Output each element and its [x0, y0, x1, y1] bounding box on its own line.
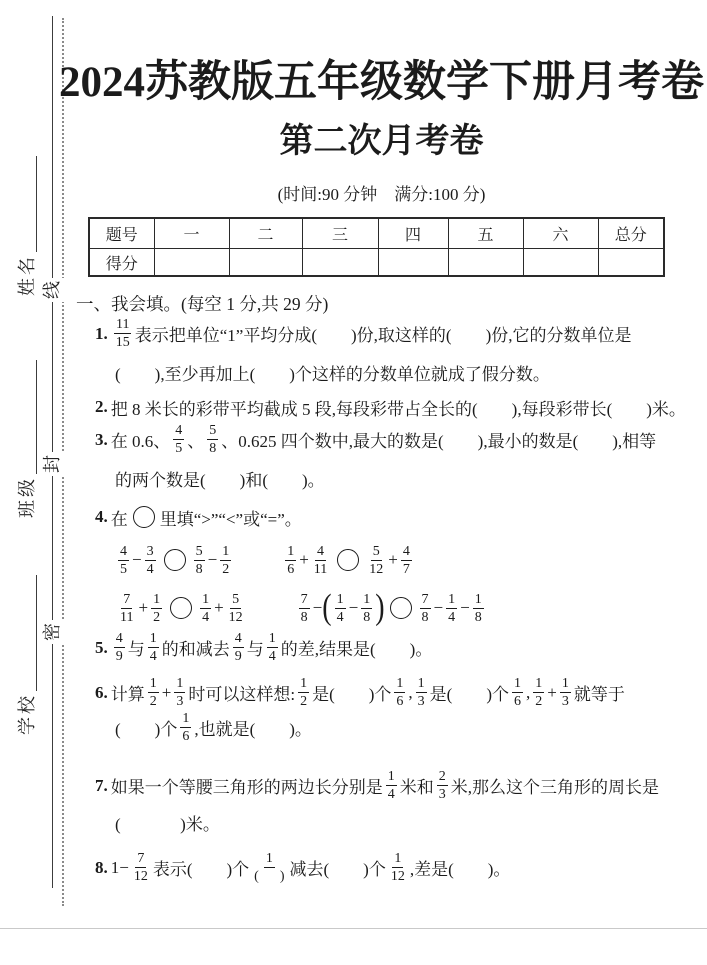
header-cell: 一	[154, 218, 229, 249]
text-segment: ,差是( )。	[409, 860, 511, 879]
text-segment: ( )个	[115, 720, 178, 739]
fraction-denominator: 8	[300, 609, 308, 625]
text-segment: 把 8 米长的彩带平均截成 5 段,每段彩带占全长的( ),每段彩带长( )米。	[110, 399, 686, 419]
fraction-numerator: 3	[146, 543, 154, 559]
fraction	[200, 591, 211, 626]
fraction-denominator: 2	[300, 694, 308, 709]
fraction	[132, 850, 150, 885]
score-cell	[598, 249, 664, 277]
fraction-numerator: 4	[402, 543, 410, 559]
fraction	[252, 850, 286, 885]
text-segment: 米,那么这个三角形的周长是	[450, 778, 659, 797]
fraction	[386, 768, 397, 803]
question-number: 6.	[95, 682, 108, 702]
score-row-label: 得分	[89, 249, 154, 277]
text-segment: ,也就是( )。	[194, 720, 312, 739]
fraction-denominator: 4	[387, 787, 395, 802]
fraction	[114, 316, 132, 351]
fraction-denominator: 5	[120, 561, 127, 577]
text-segment: 是( )个	[312, 685, 392, 704]
question-line	[95, 316, 703, 351]
fraction-numerator: 1	[149, 631, 157, 646]
fraction	[220, 543, 231, 578]
fraction-numerator: 1	[561, 676, 569, 691]
text-segment: −	[207, 550, 218, 569]
text-segment: −	[433, 598, 444, 617]
question-6	[95, 675, 703, 745]
fraction	[118, 591, 135, 626]
fraction-denominator: 12	[228, 609, 243, 625]
fraction-denominator: 6	[182, 729, 190, 744]
question-number: 7.	[95, 775, 108, 795]
fraction	[473, 591, 484, 626]
fraction-numerator: 5	[209, 423, 217, 438]
fraction	[389, 850, 407, 885]
fraction-denominator: 12	[369, 561, 384, 577]
fraction	[298, 675, 309, 710]
text-segment: 、	[187, 432, 205, 451]
fraction-denominator: 7	[402, 561, 410, 577]
fraction-denominator: 11	[120, 609, 134, 625]
fraction-numerator: 1	[149, 676, 157, 691]
text-segment: 时可以这样想:	[188, 685, 296, 704]
fraction	[560, 675, 571, 710]
text-segment: 计算	[110, 685, 145, 704]
fraction-numerator: 1	[222, 543, 230, 559]
name-fill-line	[21, 156, 37, 252]
school-label: 学校	[17, 693, 37, 735]
fraction	[285, 543, 296, 578]
text-segment: 的差,结果是( )。	[280, 640, 433, 659]
fraction	[267, 630, 278, 665]
fraction-numerator: 4	[317, 543, 325, 559]
fraction	[227, 591, 245, 626]
header-cell: 总分	[598, 218, 664, 249]
fraction	[367, 543, 385, 578]
fraction	[533, 675, 544, 710]
name-field	[17, 156, 37, 296]
question-line	[95, 768, 703, 803]
fraction-numerator: 1	[363, 591, 371, 607]
text-segment: ,	[525, 682, 531, 702]
text-segment: 就等于	[573, 685, 625, 704]
fraction	[173, 422, 184, 457]
fraction	[118, 543, 129, 578]
fraction-denominator: 8	[195, 561, 203, 577]
score-cell	[154, 249, 229, 277]
fraction-numerator: 1	[268, 631, 276, 646]
text-segment: 里填“>”“<”或“=”。	[159, 509, 302, 529]
fraction-denominator: 3	[438, 787, 446, 802]
text-segment: 米和	[399, 778, 434, 797]
fraction-denominator: 8	[363, 609, 371, 625]
text-segment: ( ),至少再加上( )个这样的分数单位就成了假分数。	[115, 364, 550, 384]
fraction-numerator: 4	[115, 631, 123, 646]
text-segment: +	[547, 682, 557, 702]
fraction-numerator: 1	[176, 676, 184, 691]
question-2	[95, 392, 703, 422]
text-segment: 如果一个等腰三角形的两边长分别是	[110, 778, 383, 797]
fraction-denominator: 8	[421, 609, 429, 625]
score-cell	[229, 249, 302, 277]
school-field	[17, 575, 37, 735]
text-segment: +	[388, 550, 398, 569]
question-3	[95, 422, 703, 493]
fraction-denominator: ( )	[254, 869, 285, 884]
score-cell	[302, 249, 378, 277]
fraction-denominator: 8	[474, 609, 482, 625]
header-cell: 六	[523, 218, 598, 249]
question-line	[95, 540, 703, 580]
page-bottom-edge	[0, 928, 707, 929]
comparison-circle	[133, 506, 155, 528]
score-cell	[378, 249, 448, 277]
question-number: 1.	[95, 323, 108, 343]
fraction-denominator: 6	[287, 561, 295, 577]
question-number: 3.	[95, 429, 108, 449]
fraction	[416, 675, 427, 710]
text-segment: −	[312, 598, 323, 617]
text-segment: 在	[110, 509, 128, 529]
fraction-denominator: 12	[390, 869, 405, 884]
fraction-numerator: 1	[265, 851, 273, 866]
fraction-numerator: 2	[438, 769, 446, 784]
question-5	[95, 630, 703, 665]
fraction-numerator: 7	[123, 591, 131, 607]
fraction-denominator: 6	[396, 694, 404, 709]
class-field	[17, 360, 37, 518]
text-segment: −	[460, 598, 470, 617]
score-cell	[523, 249, 598, 277]
question-1	[95, 316, 703, 387]
fraction	[174, 675, 185, 710]
fraction-numerator: 4	[120, 543, 127, 559]
fraction	[114, 630, 125, 665]
fraction-denominator: 4	[448, 609, 456, 625]
fraction	[148, 630, 159, 665]
question-line	[95, 850, 703, 885]
header-cell: 题号	[89, 218, 154, 249]
question-line	[95, 630, 703, 665]
fraction	[361, 591, 372, 626]
question-line	[95, 463, 703, 493]
text-segment: −	[132, 550, 142, 569]
name-label: 姓名	[17, 254, 37, 296]
text-segment: 表示( )个	[152, 860, 250, 879]
fraction-denominator: 2	[535, 694, 543, 709]
fraction-denominator: 3	[176, 694, 184, 709]
fraction	[145, 543, 156, 578]
text-segment: +	[299, 550, 309, 569]
question-number: 2.	[95, 397, 108, 416]
fraction	[194, 543, 205, 578]
text-segment: ,	[408, 682, 413, 702]
comparison-circle	[337, 549, 359, 571]
question-number: 8.	[95, 857, 108, 877]
school-fill-line	[21, 575, 37, 691]
fraction-denominator: 4	[149, 649, 157, 664]
text-segment: +	[161, 682, 172, 702]
header-cell: 五	[448, 218, 523, 249]
fraction	[180, 710, 191, 745]
text-segment: ( )米。	[115, 814, 220, 834]
fraction-denominator: 11	[313, 561, 328, 577]
page-title: 2024苏教版五年级数学下册月考卷	[59, 59, 704, 106]
score-table	[88, 217, 665, 277]
fraction	[299, 591, 310, 626]
question-line	[95, 675, 703, 710]
fraction	[233, 630, 244, 665]
text-segment: 的和减去	[161, 640, 230, 659]
score-table-header-row	[89, 218, 664, 249]
question-8	[95, 850, 703, 885]
fraction-numerator: 1	[300, 676, 308, 691]
page-subtitle: 第二次月考卷	[279, 123, 484, 160]
fraction-numerator: 1	[153, 591, 161, 607]
section-heading: 一、我会填。(每空 1 分,共 29 分)	[76, 294, 329, 314]
question-number: 4.	[95, 507, 108, 526]
header-cell: 三	[302, 218, 378, 249]
fraction	[151, 591, 162, 626]
fraction-denominator: 3	[561, 694, 569, 709]
paren: )	[375, 587, 385, 628]
text-segment: 表示把单位“1”平均分成( )份,取这样的( )份,它的分数单位是	[134, 326, 632, 345]
fraction-numerator: 5	[195, 543, 203, 559]
score-table-score-row	[89, 249, 664, 277]
fraction	[420, 591, 431, 626]
fraction-numerator: 7	[137, 851, 145, 866]
fraction-numerator: 7	[300, 591, 308, 607]
question-line	[95, 710, 703, 745]
fraction-numerator: 4	[234, 631, 242, 646]
comparison-circle	[170, 597, 192, 619]
fraction-numerator: 1	[474, 591, 482, 607]
comparison-circle	[390, 597, 412, 619]
fraction	[312, 543, 329, 578]
fraction-numerator: 1	[336, 591, 344, 607]
fraction	[148, 675, 159, 710]
question-line	[95, 392, 703, 422]
seal-char-feng: 封	[40, 452, 64, 476]
fraction-denominator: 9	[234, 649, 242, 664]
fraction-numerator: 1	[417, 676, 425, 691]
fraction	[446, 591, 457, 626]
fraction	[512, 675, 523, 710]
fraction-numerator: 1	[287, 543, 295, 559]
fraction-numerator: 1	[513, 676, 521, 691]
fraction-denominator: 5	[175, 441, 183, 456]
score-cell	[448, 249, 523, 277]
fraction	[394, 675, 405, 710]
fraction-denominator: 9	[115, 649, 123, 664]
question-7	[95, 768, 703, 837]
fraction	[437, 768, 448, 803]
fraction-numerator: 1	[448, 591, 456, 607]
fraction-numerator: 5	[372, 543, 380, 559]
header-cell: 二	[229, 218, 302, 249]
fraction-denominator: 2	[222, 561, 230, 577]
text-segment: 减去( )个	[289, 860, 386, 879]
fraction-denominator: 2	[153, 609, 161, 625]
header-cell: 四	[378, 218, 448, 249]
fraction-numerator: 1	[535, 676, 543, 691]
fraction-numerator: 1	[202, 591, 210, 607]
fraction-numerator: 1	[396, 676, 404, 691]
fraction-numerator: 5	[232, 591, 240, 607]
fraction-denominator: 8	[209, 441, 217, 456]
question-line	[95, 588, 703, 628]
text-segment: 、0.625 四个数中,最大的数是( ),最小的数是( ),相等	[221, 432, 657, 451]
fraction-numerator: 4	[175, 423, 183, 438]
class-fill-line	[21, 360, 37, 474]
fraction	[401, 543, 412, 578]
fraction-numerator: 1	[394, 851, 402, 866]
fraction-denominator: 2	[149, 694, 157, 709]
fraction	[335, 591, 346, 626]
fraction-denominator: 12	[133, 869, 148, 884]
text-segment: 在 0.6、	[110, 432, 171, 451]
question-line	[95, 807, 703, 837]
text-segment: 1−	[110, 857, 129, 877]
class-label: 班级	[17, 476, 37, 518]
fraction-numerator: 7	[421, 591, 429, 607]
text-segment: 与	[246, 640, 264, 659]
fraction-numerator: 1	[387, 769, 395, 784]
comparison-circle	[164, 549, 186, 571]
question-4	[95, 502, 703, 628]
fraction	[207, 422, 218, 457]
text-segment: 与	[127, 640, 145, 659]
text-segment: −	[348, 598, 359, 617]
fraction-denominator: 4	[146, 561, 154, 577]
question-number: 5.	[95, 637, 108, 657]
text-segment: +	[138, 598, 149, 617]
fraction-numerator: 11	[116, 317, 130, 332]
seal-char-line: 线	[40, 278, 64, 302]
fraction-denominator: 6	[513, 694, 521, 709]
text-segment: 是( )个	[429, 685, 509, 704]
text-segment: +	[214, 598, 224, 617]
question-line	[95, 357, 703, 387]
exam-meta: (时间:90 分钟 满分:100 分)	[277, 185, 486, 204]
paren: (	[322, 587, 332, 628]
seal-char-mi: 密	[40, 620, 64, 644]
fraction-denominator: 4	[336, 609, 344, 625]
fraction-denominator: 4	[268, 649, 276, 664]
fraction-denominator: 15	[115, 335, 130, 350]
text-segment: 的两个数是( )和( )。	[115, 470, 325, 490]
fraction-denominator: 3	[417, 694, 425, 709]
question-line	[95, 502, 703, 532]
fraction-numerator: 1	[182, 711, 190, 726]
fraction-denominator: 4	[202, 609, 210, 625]
question-line	[95, 422, 703, 457]
